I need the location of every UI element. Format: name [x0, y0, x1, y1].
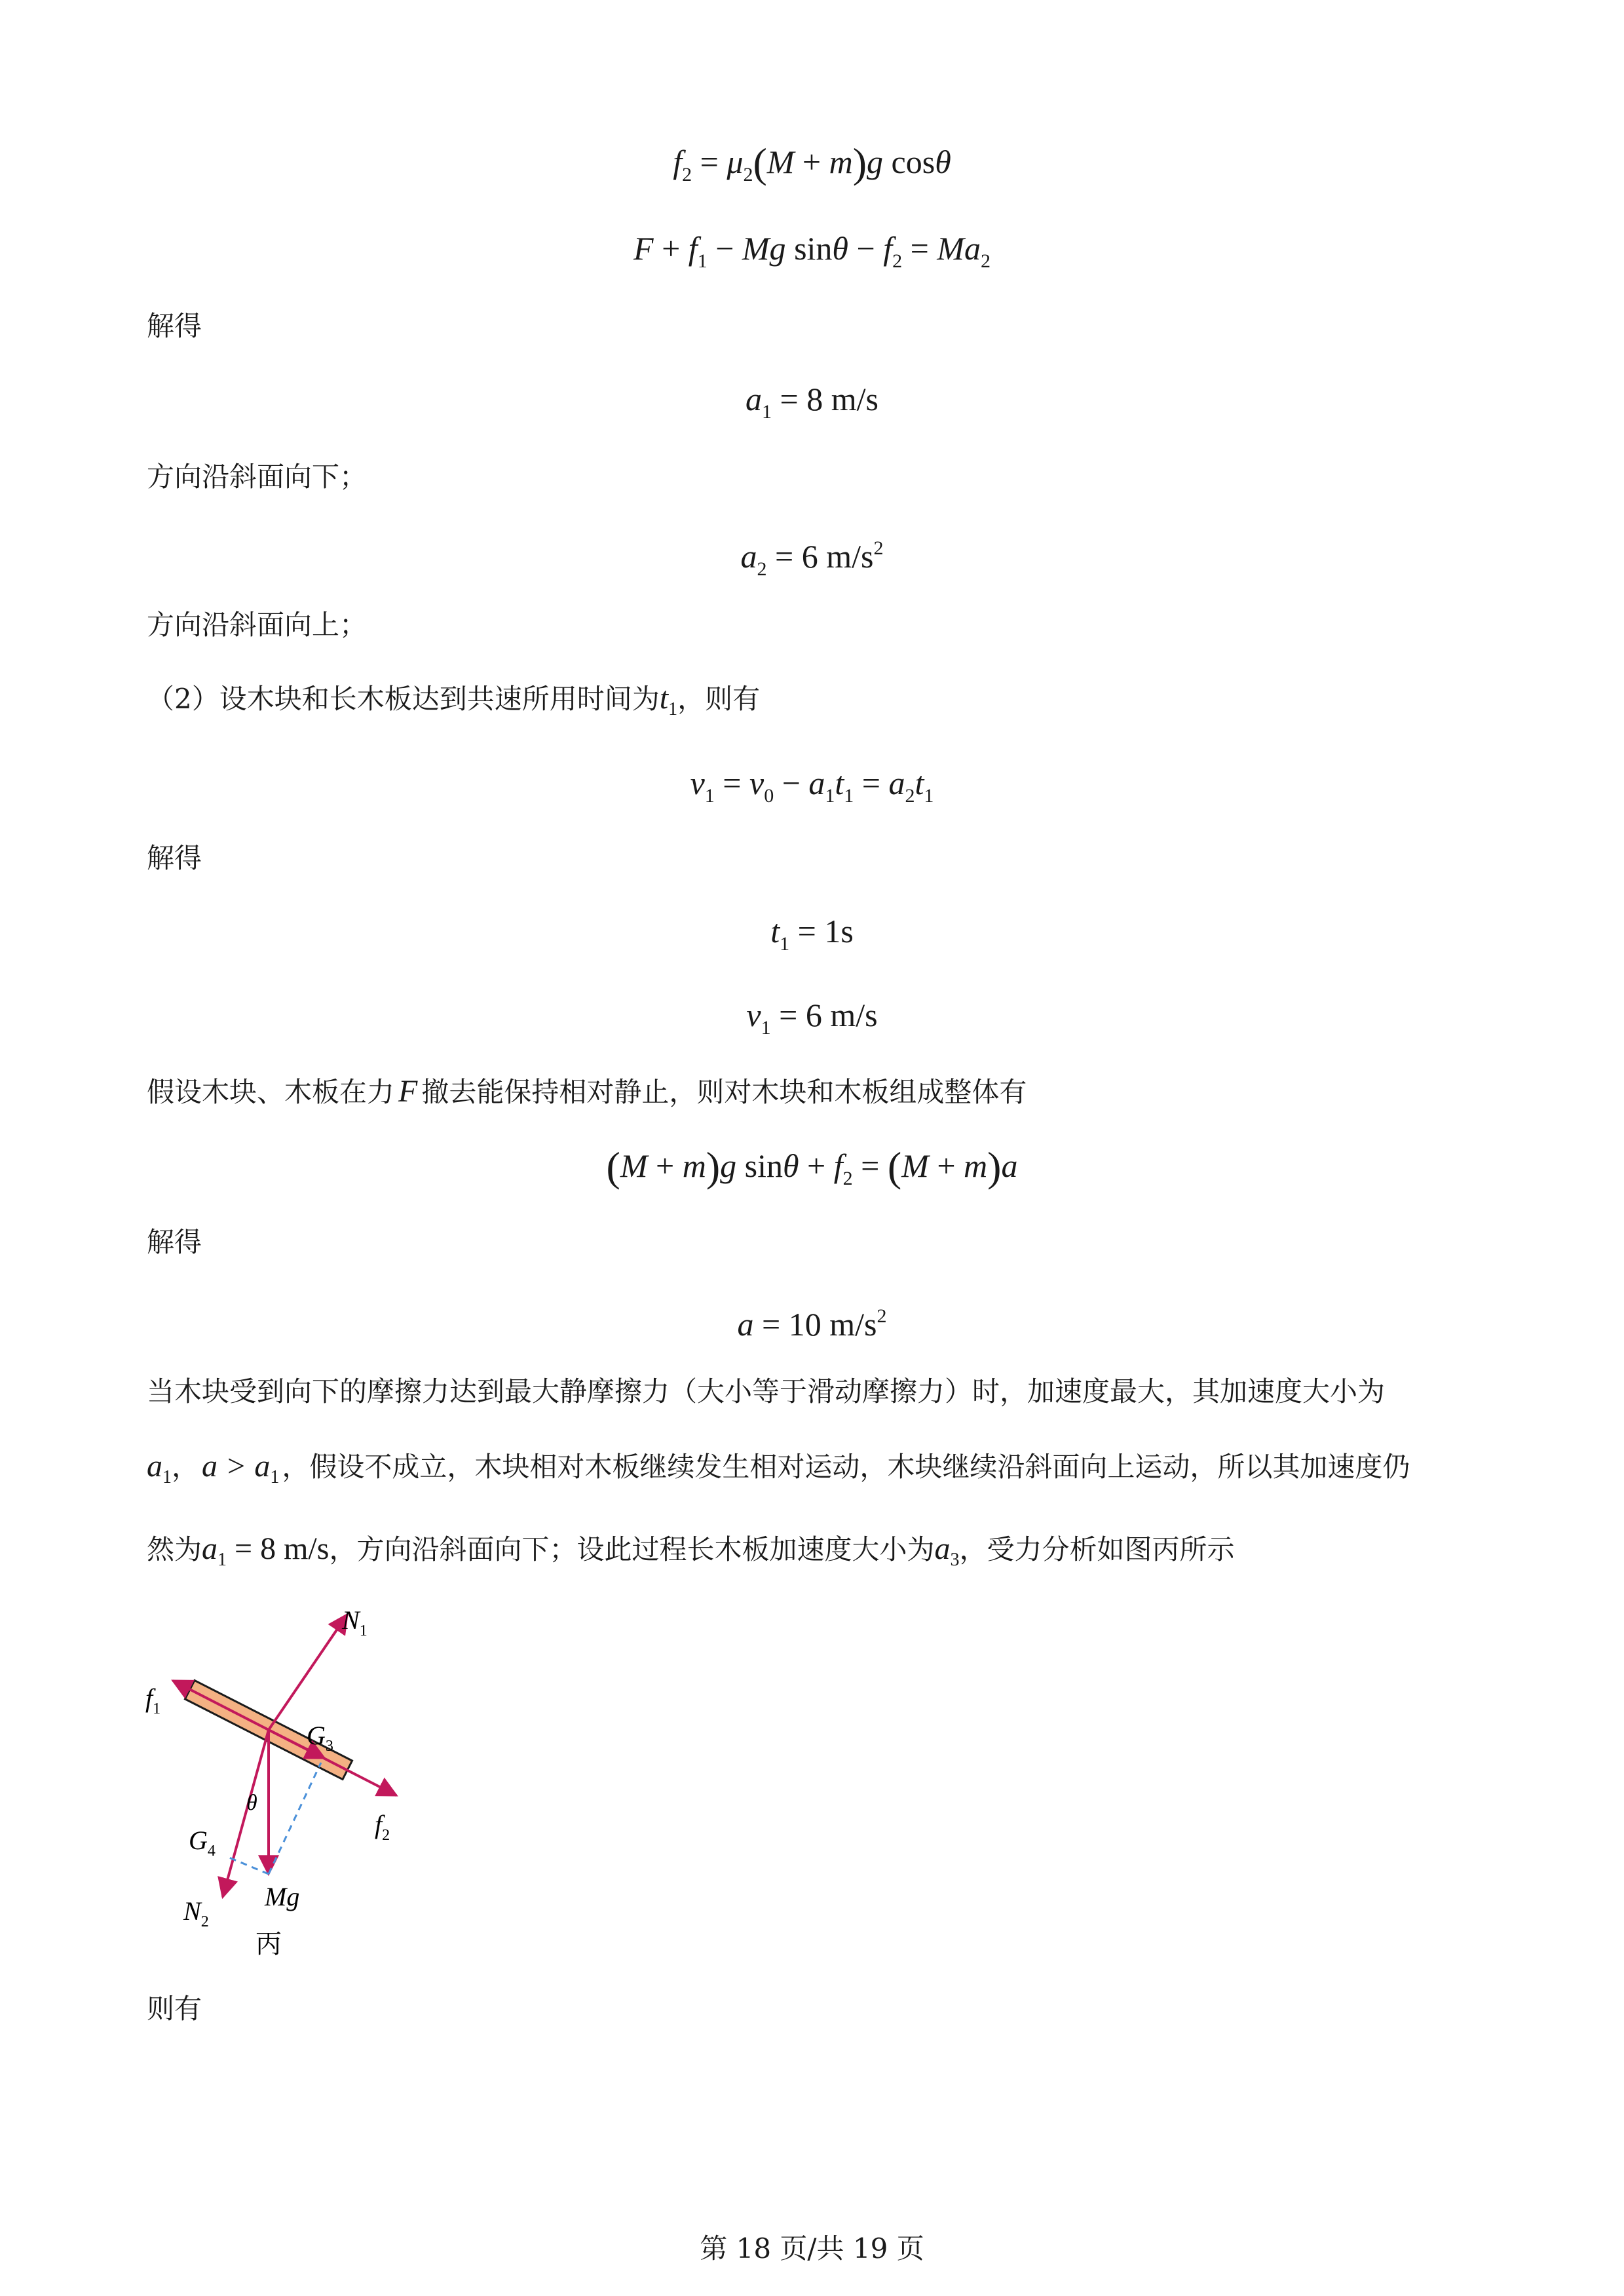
label-f1: $f_1$	[145, 1683, 161, 1717]
equation-a2: $a_2 = 6$ $m/s^2$	[740, 537, 884, 580]
label-g3: $G_3$	[307, 1721, 333, 1755]
text-part2: （2）设木块和长木板达到共速所用时间为$t_1$，则有	[147, 681, 761, 719]
force-diagram	[131, 1599, 459, 1966]
equation-v1: $v_1 = v_0 - a_1t_1 = a_2t_1$	[690, 765, 934, 807]
text-solve-2: 解得	[147, 842, 202, 874]
text-direction-up: 方向沿斜面向上；	[147, 609, 368, 641]
text-max-static: 当木块受到向下的摩擦力达到最大静摩擦力（大小等于滑动摩擦力）时，加速度最大，其加速度大小为	[147, 1375, 1386, 1407]
equation-f2: $f_2 = \mu_2(M + m)g$ cosθ	[673, 140, 951, 186]
label-n2: $N_2$	[183, 1896, 209, 1930]
equation-board-newton: $F + f_1 - Mg$ $\sin\theta - f_2 = Ma_2$	[633, 230, 991, 272]
equation-a: a = 10 $m/s^2$	[737, 1305, 887, 1343]
equation-a1: $a_1 = 8$ m/s	[746, 381, 878, 423]
text-solve-1: 解得	[147, 310, 202, 342]
equation-v1-value: $v_1 = 6$ m/s	[746, 997, 878, 1039]
label-n1: $N_1$	[342, 1605, 368, 1639]
text-still-a1: 然为$a_1 = 8$ m/s，方向沿斜面向下；设此过程长木板加速度大小为$a_3$，受力分析如图丙所示	[147, 1531, 1235, 1570]
text-then: 则有	[147, 1993, 202, 2025]
diagram-caption: 丙	[255, 1929, 282, 1959]
equation-t1: $t_1 = 1s$	[770, 913, 854, 955]
text-direction-down: 方向沿斜面向下；	[147, 461, 368, 493]
force-n1-arrow	[269, 1615, 347, 1730]
text-contradiction: $a_1$，$a > a_1$，假设不成立，木块相对木板继续发生相对运动，木块继续沿斜面向上运动，所以其加速度仍	[147, 1449, 1410, 1487]
label-f2: $f_2$	[375, 1810, 390, 1844]
dashed-g4	[229, 1858, 269, 1874]
label-g4: $G_4$	[189, 1826, 216, 1860]
force-n2-arrow	[223, 1730, 269, 1897]
force-f1-arrow	[173, 1681, 269, 1730]
equation-whole: (M + m)g $\sin\theta + f_2 = (M + m)a$	[606, 1143, 1018, 1190]
label-theta: θ	[246, 1791, 257, 1815]
label-mg: Mg	[265, 1882, 300, 1911]
text-assume: 假设木块、木板在力 F 撤去能保持相对静止，则对木块和木板组成整体有	[147, 1074, 1027, 1109]
dashed-g3	[269, 1763, 321, 1874]
text-solve-3: 解得	[147, 1226, 202, 1258]
page-footer: 第 18 页/共 19 页	[700, 2232, 924, 2265]
